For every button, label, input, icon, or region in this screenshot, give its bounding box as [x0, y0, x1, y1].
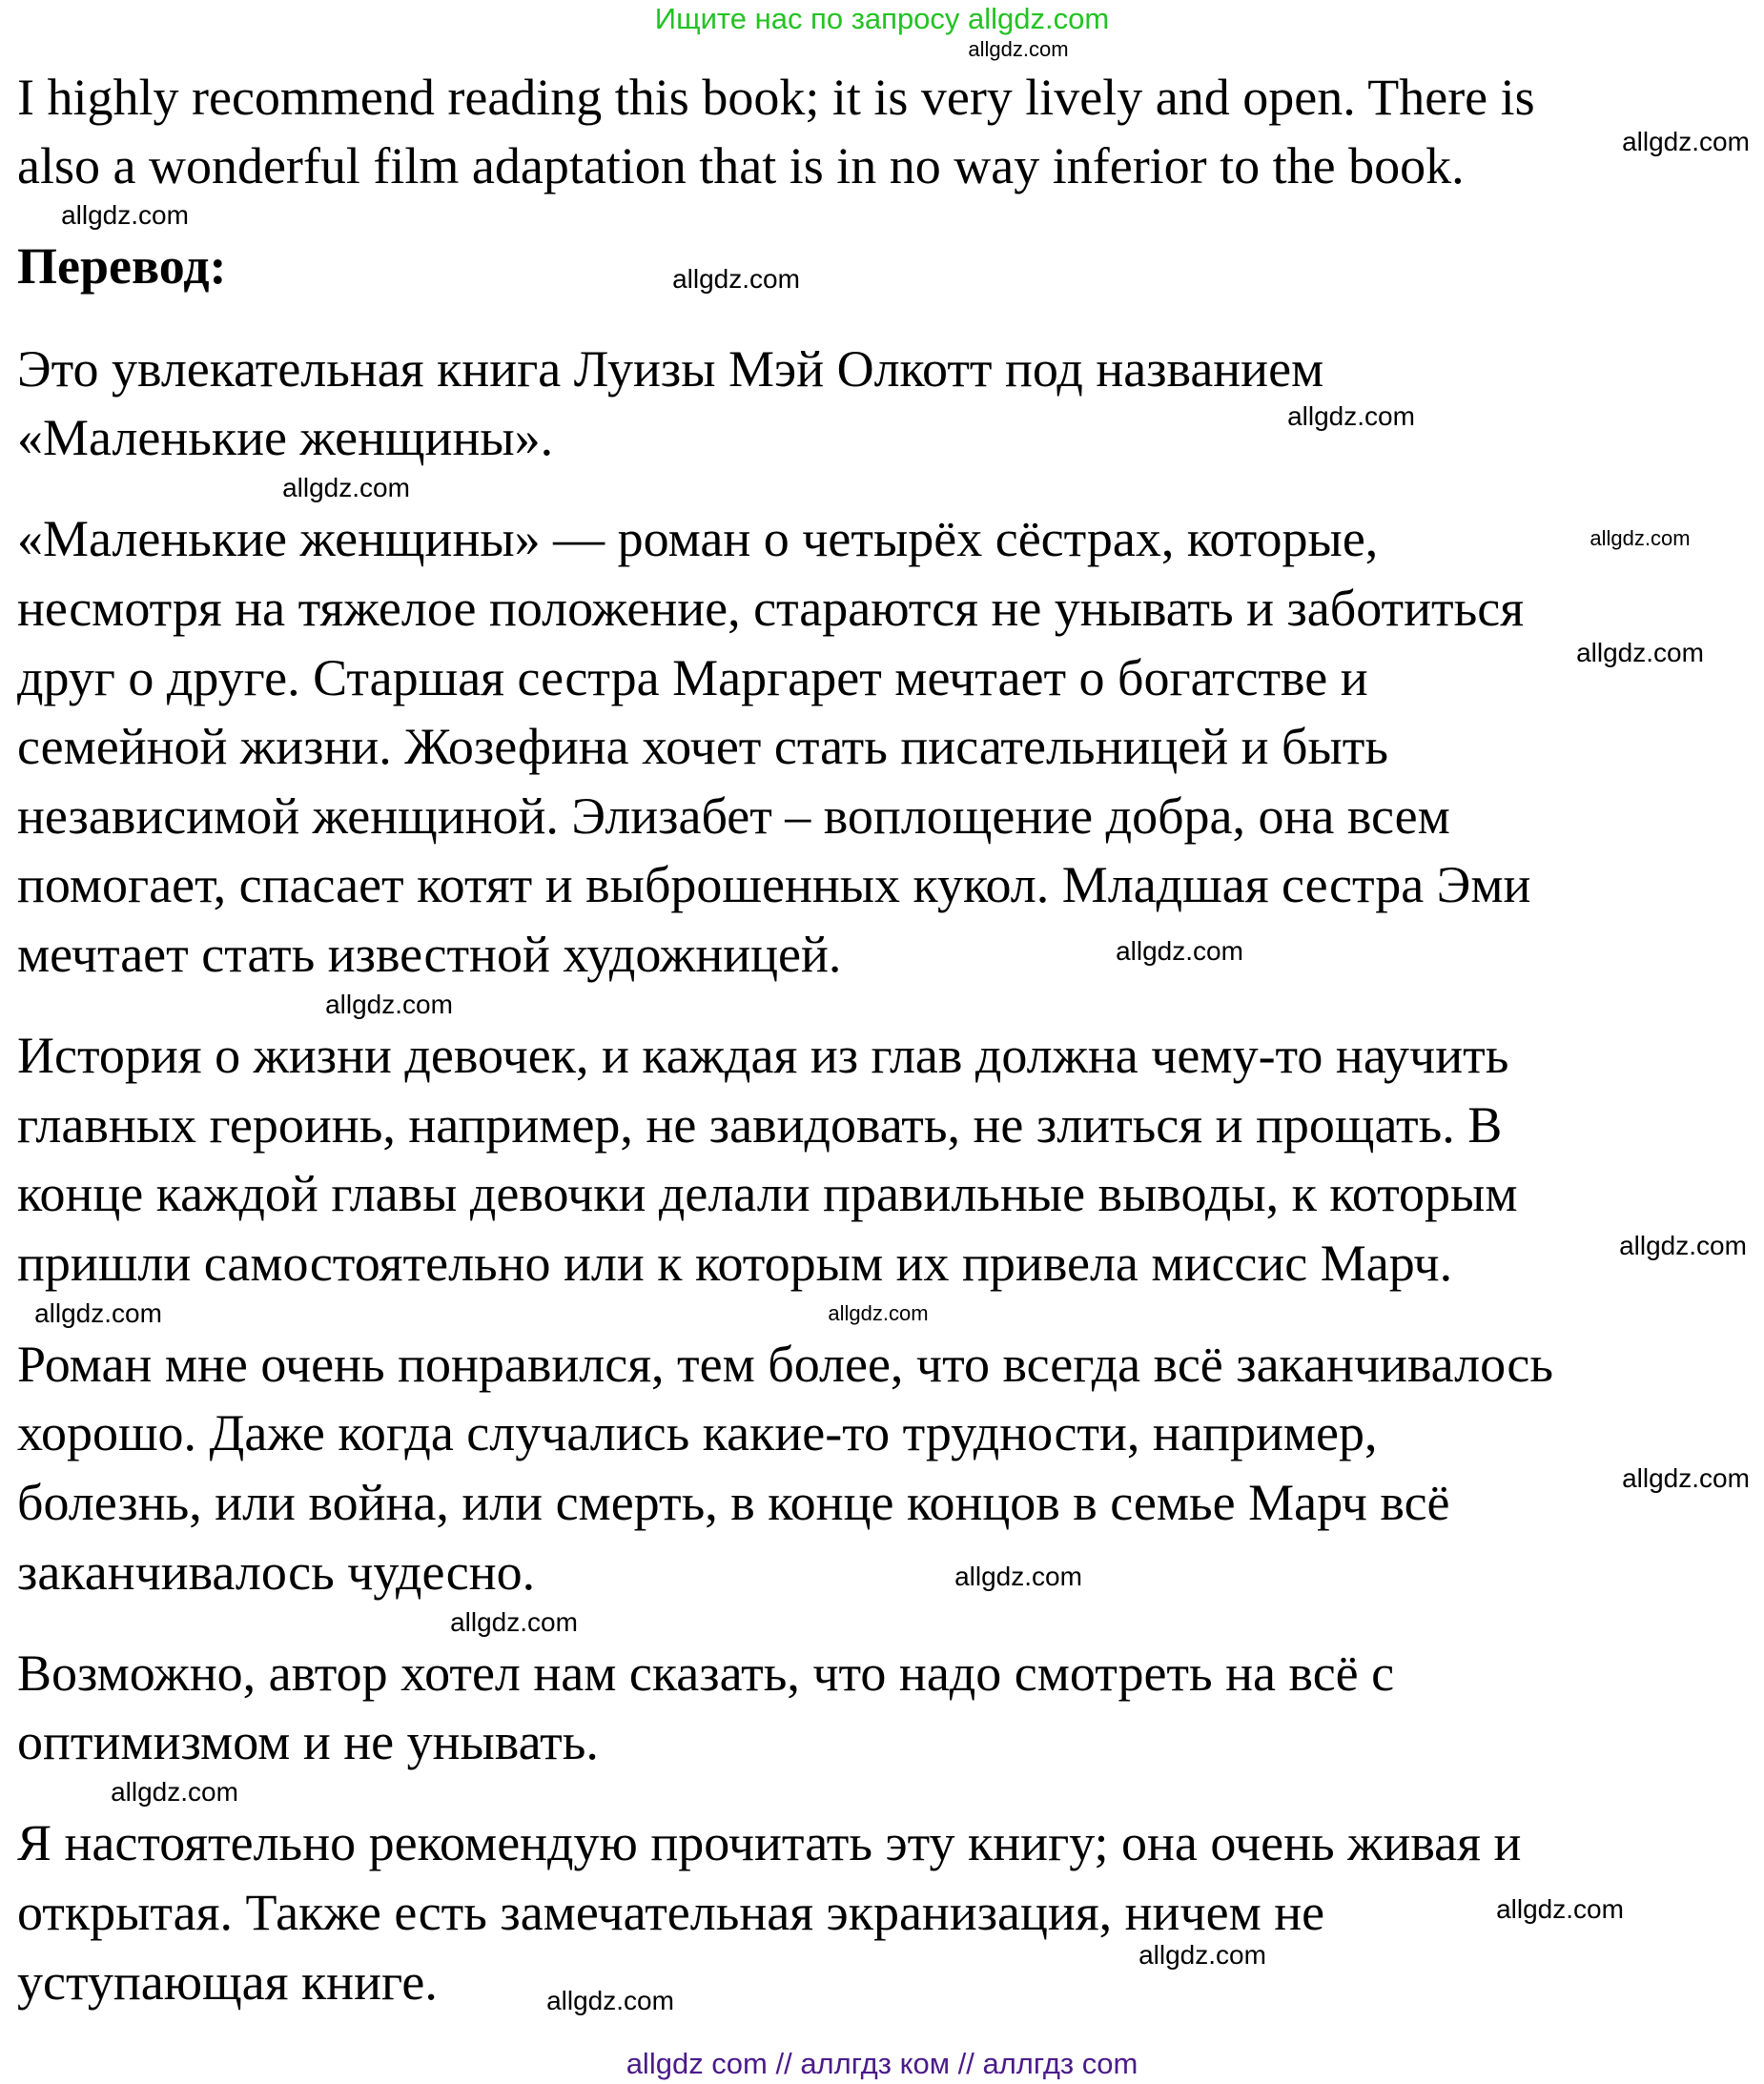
translation-line: Возможно, автор хотел нам сказать, что надо смотреть на всё с [17, 1645, 1395, 1702]
watermark: allgdz.com [450, 1607, 578, 1637]
translation-line: мечтает стать известной художницей. [17, 926, 842, 983]
translation-line: независимой женщиной. Элизабет – воплощение добра, она всем [17, 787, 1450, 845]
translation-line: «Маленькие женщины» — роман о четырёх сёстрах, которые, [17, 510, 1379, 567]
translation-line: пришли самостоятельно или к которым их привела миссис Марч. [17, 1235, 1453, 1292]
translation-line: История о жизни девочек, и каждая из глав должна чему-то научить [17, 1027, 1509, 1084]
watermark: allgdz.com [954, 1562, 1082, 1591]
translation-line: семейной жизни. Жозефина хочет стать писательницей и быть [17, 718, 1388, 775]
watermark: allgdz.com [1576, 638, 1704, 667]
translation-line: открытая. Также есть замечательная экранизация, ничем не [17, 1884, 1325, 1941]
translation-line: оптимизмом и не унывать. [17, 1713, 599, 1770]
watermark: allgdz.com [1138, 1940, 1266, 1970]
translation-line: болезнь, или война, или смерть, в конце концов в семье Марч всё [17, 1474, 1450, 1531]
watermark: allgdz.com [1287, 401, 1415, 431]
watermark: allgdz.com [1496, 1894, 1624, 1924]
watermark: allgdz.com [1116, 936, 1243, 966]
watermark: allgdz.com [546, 1986, 674, 2015]
watermark: allgdz.com [672, 264, 800, 294]
english-line: I highly recommend reading this book; it is very lively and open. There is [17, 69, 1535, 126]
watermark: allgdz.com [111, 1777, 238, 1807]
translation-heading: Перевод: [17, 237, 227, 295]
translation-line: конце каждой главы девочки делали правильные выводы, к которым [17, 1165, 1518, 1222]
translation-line: заканчивалось чудесно. [17, 1543, 536, 1601]
watermark: allgdz.com [325, 990, 453, 1019]
watermark: allgdz.com [1622, 127, 1750, 156]
watermark: allgdz.com [61, 200, 189, 230]
translation-line: друг о друге. Старшая сестра Маргарет мечтает о богатстве и [17, 649, 1368, 706]
translation-line: главных героинь, например, не завидовать, не злиться и прощать. В [17, 1096, 1503, 1154]
translation-line: помогает, спасает котят и выброшенных кукол. Младшая сестра Эми [17, 856, 1531, 913]
watermark: allgdz.com [968, 37, 1069, 61]
footer-links[interactable]: allgdz com // аллгдз ком // аллгдз com [626, 2047, 1138, 2080]
watermark: allgdz.com [1622, 1463, 1750, 1493]
translation-line: Роман мне очень понравился, тем более, что всегда всё заканчивалось [17, 1336, 1554, 1393]
english-line: also a wonderful film adaptation that is in no way inferior to the book. [17, 137, 1465, 194]
translation-line: Я настоятельно рекомендую прочитать эту книгу; она очень живая и [17, 1814, 1522, 1871]
watermark: allgdz.com [828, 1301, 929, 1325]
header-promo: Ищите нас по запросу allgdz.com [654, 2, 1110, 35]
watermark: allgdz.com [282, 473, 410, 502]
translation-line: уступающая книге. [17, 1953, 438, 2011]
translation-line: хорошо. Даже когда случались какие-то трудности, например, [17, 1404, 1378, 1461]
watermark: allgdz.com [1619, 1231, 1747, 1260]
watermark: allgdz.com [1590, 526, 1691, 550]
translation-line: несмотря на тяжелое положение, стараются не унывать и заботиться [17, 580, 1525, 637]
watermark: allgdz.com [34, 1298, 162, 1328]
translation-line: «Маленькие женщины». [17, 409, 554, 466]
translation-line: Это увлекательная книга Луизы Мэй Олкотт под названием [17, 340, 1324, 398]
